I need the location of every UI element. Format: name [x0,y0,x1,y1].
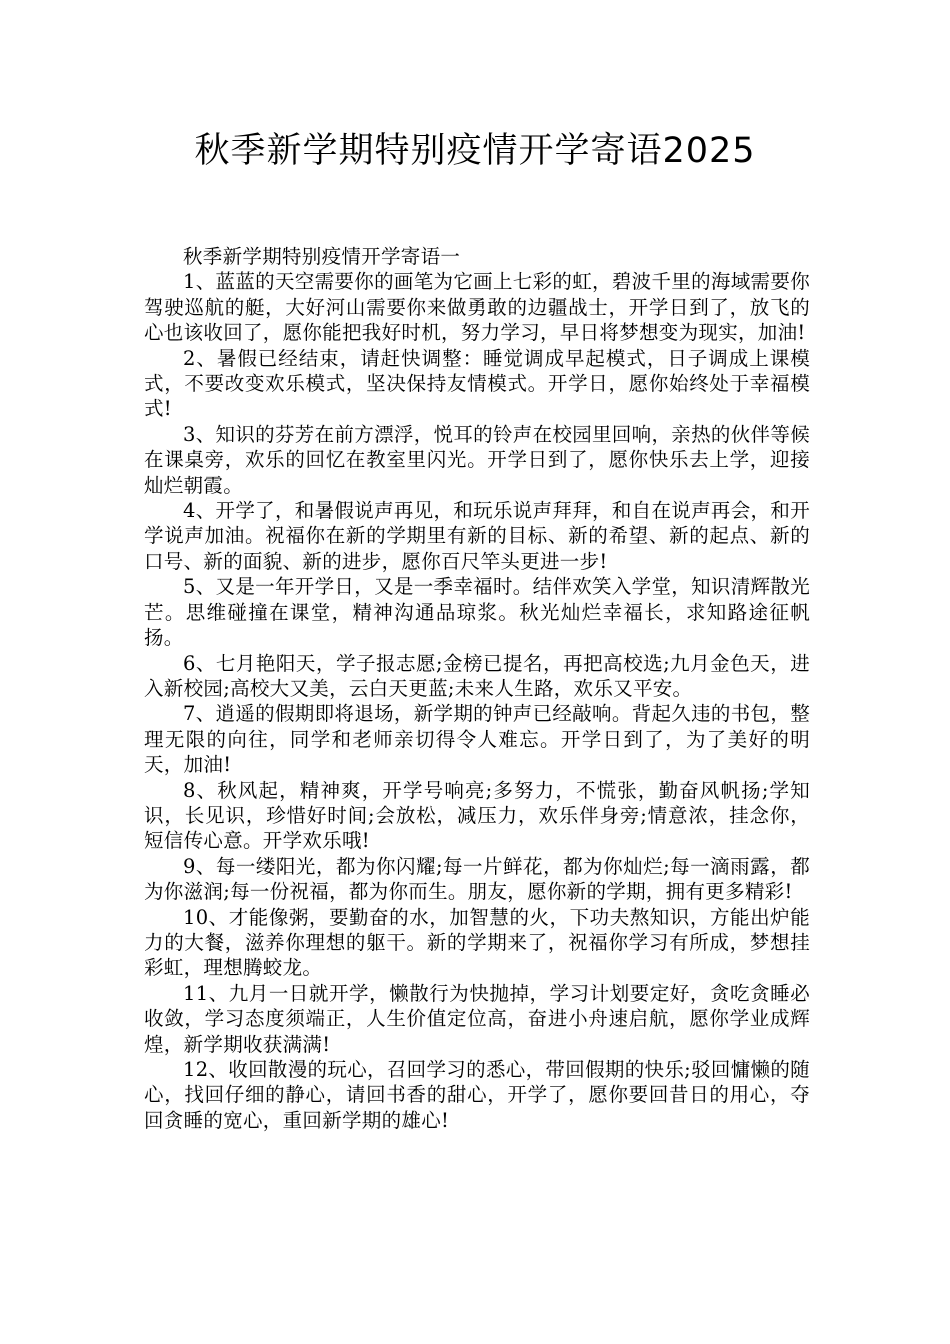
document-body [144,244,810,1133]
paragraph-7: 7、逍遥的假期即将退场，新学期的钟声已经敲响。背起久违的书包，整理无限的向往，同学和老师亲切得令人难忘。开学日到了，为了美好的明天，加油! [144,702,810,777]
document-title: 秋季新学期特别疫情开学寄语2025 [194,131,756,171]
paragraph-4: 4、开学了，和暑假说声再见，和玩乐说声拜拜，和自在说声再会，和开学说声加油。祝福你在新的学期里有新的目标、新的希望、新的起点、新的口号、新的面貌、新的进步，愿你百尺竿头更进一步! [144,499,810,573]
paragraph-11: 11、九月一日就开学，懒散行为快抛掉，学习计划要定好，贪吃贪睡必收敛，学习态度须端正，人生价值定位高，奋进小舟速启航，愿你学业成辉煌，新学期收获满满! [144,981,810,1056]
paragraph-1: 1、蓝蓝的天空需要你的画笔为它画上七彩的虹，碧波千里的海域需要你驾驶巡航的艇，大好河山需要你来做勇敢的边疆战士，开学日到了，放飞的心也该收回了，愿你能把我好时机，努力学习，早日将梦想变为现实，加油! [144,270,810,345]
paragraph-5: 5、又是一年开学日，又是一季幸福时。结伴欢笑入学堂，知识清辉散光芒。思维碰撞在课堂，精神沟通品琼浆。秋光灿烂幸福长，求知路途征帆扬。 [144,575,810,650]
paragraph-9: 9、每一缕阳光，都为你闪耀;每一片鲜花，都为你灿烂;每一滴雨露，都为你滋润;每一份祝福，都为你而生。朋友，愿你新的学期，拥有更多精彩! [144,854,810,904]
paragraph-3: 3、知识的芬芳在前方漂浮，悦耳的铃声在校园里回响，亲热的伙伴等候在课桌旁，欢乐的回忆在教室里闪光。开学日到了，愿你快乐去上学，迎接灿烂朝霞。 [144,422,810,497]
paragraph-8: 8、秋风起，精神爽，开学号响亮;多努力，不慌张，勤奋风帆扬;学知识，长见识，珍惜好时间;会放松，减压力，欢乐伴身旁;情意浓，挂念你，短信传心意。开学欢乐哦! [144,778,810,853]
paragraph-12: 12、收回散漫的玩心，召回学习的悉心，带回假期的快乐;驳回慵懒的随心，找回仔细的静心，请回书香的甜心，开学了，愿你要回昔日的用心，夺回贪睡的宽心，重回新学期的雄心! [144,1058,810,1132]
subheading: 秋季新学期特别疫情开学寄语一 [183,245,461,268]
paragraph-2: 2、暑假已经结束，请赶快调整：睡觉调成早起模式，日子调成上课模式，不要改变欢乐模式，坚决保持友情模式。开学日，愿你始终处于幸福模式! [144,346,810,421]
paragraph-6: 6、七月艳阳天，学子报志愿;金榜已提名，再把高校选;九月金色天，进入新校园;高校大又美，云白天更蓝;未来人生路，欢乐又平安。 [144,651,810,700]
paragraph-10: 10、才能像粥，要勤奋的水，加智慧的火，下功夫熬知识，方能出炉能力的大餐，滋养你理想的躯干。新的学期来了，祝福你学习有所成，梦想挂彩虹，理想腾蛟龙。 [144,905,810,980]
